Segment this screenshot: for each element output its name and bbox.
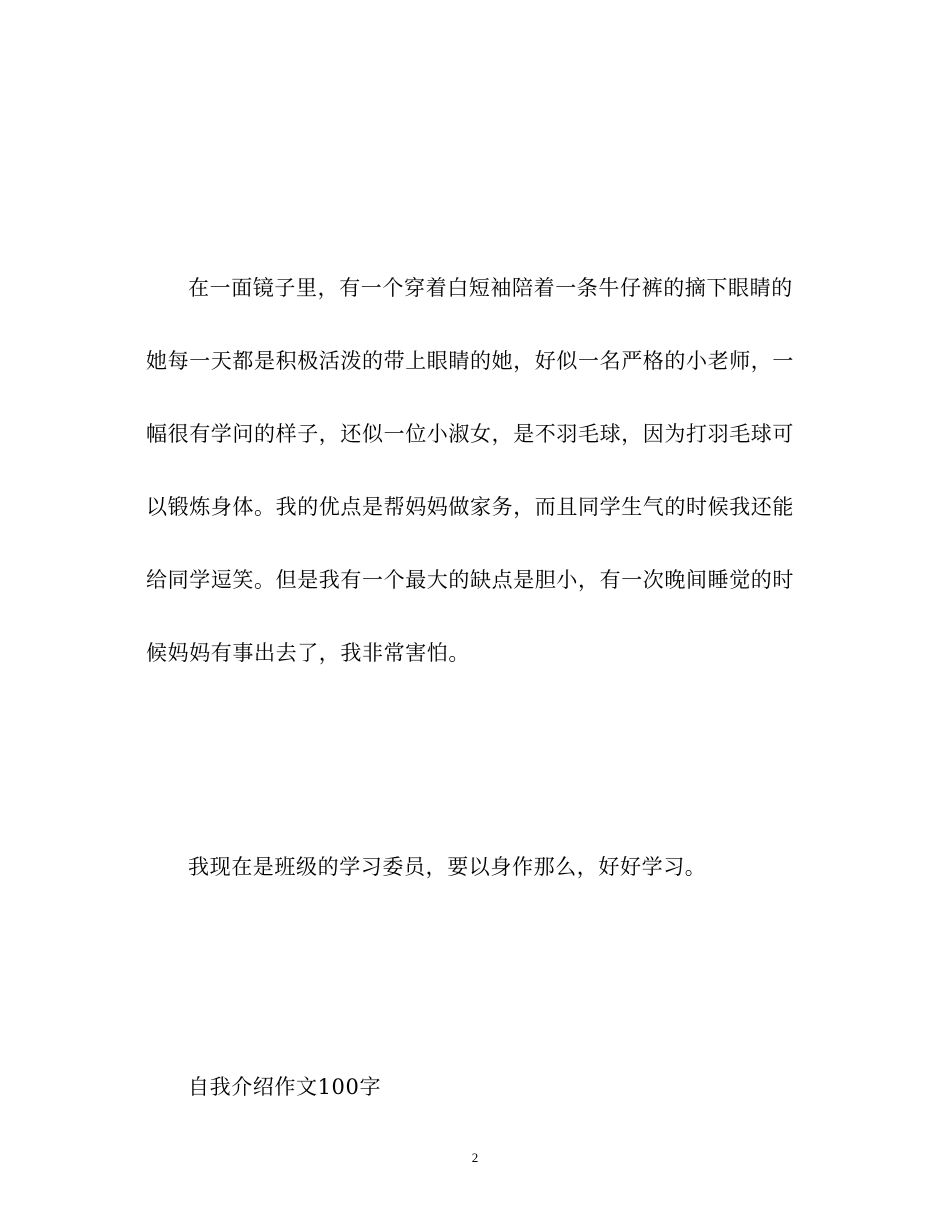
paragraph-study-committee <box>146 857 802 887</box>
paragraph-line: 给同学逗笑。但是我有一个最大的缺点是胆小，有一次晚间睡觉的时 <box>146 568 794 592</box>
paragraph-line: 以锻炼身体。我的优点是帮妈妈做家务，而且同学生气的时候我还能 <box>146 495 794 519</box>
paragraph-line: 我现在是班级的学习委员，要以身作那么，好好学习。 <box>188 855 707 879</box>
paragraph-line: 幅很有学问的样子，还似一位小淑女，是不羽毛球，因为打羽毛球可 <box>146 422 794 446</box>
page-number: 2 <box>471 1150 479 1165</box>
paragraph-self-description <box>146 278 802 678</box>
paragraph-line: 她每一天都是积极活泼的带上眼睛的她，好似一名严格的小老师，一 <box>146 349 794 373</box>
paragraph-line: 在一面镜子里，有一个穿着白短袖陪着一条牛仔裤的摘下眼睛的 <box>188 276 793 300</box>
section-heading <box>146 1077 802 1107</box>
heading-text: 自我介绍作文100字 <box>188 1075 382 1099</box>
paragraph-line: 候妈妈有事出去了，我非常害怕。 <box>146 641 470 665</box>
